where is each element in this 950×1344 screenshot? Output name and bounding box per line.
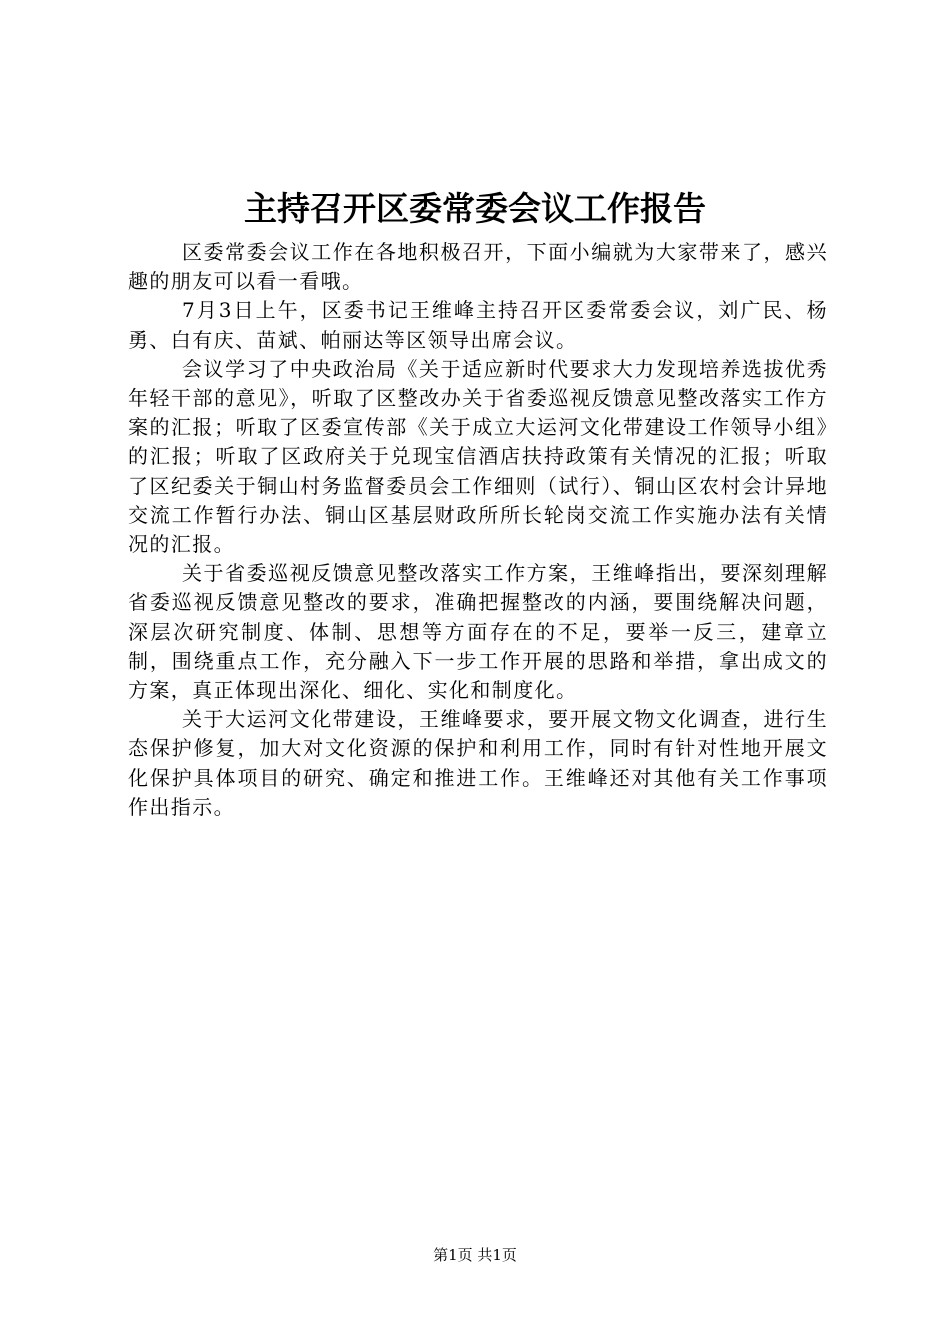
document-body	[128, 238, 828, 822]
document-title: 主持召开区委常委会议工作报告	[244, 189, 706, 228]
paragraph-intro: 区委常委会议工作在各地积极召开，下面小编就为大家带来了，感兴趣的朋友可以看一看哦。	[128, 240, 828, 294]
page-number-footer: 第1页 共1页	[433, 1246, 517, 1264]
paragraph-meeting-agenda: 会议学习了中央政治局《关于适应新时代要求大力发现培养选拔优秀年轻干部的意见》，听取了区整改办关于省委巡视反馈意见整改落实工作方案的汇报；听取了区委宣传部《关于成立大运河文化带建设工作领导小组》的汇报；听取了区政府关于兑现宝信酒店扶持政策有关情况的汇报；听取了区纪委关于铜山村务监督委员会工作细则（试行）、铜山区农村会计异地交流工作暂行办法、铜山区基层财政所所长轮岗交流工作实施办法有关情况的汇报。	[128, 356, 828, 557]
paragraph-grand-canal: 关于大运河文化带建设，王维峰要求，要开展文物文化调查，进行生态保护修复，加大对文化资源的保护和利用工作，同时有针对性地开展文化保护具体项目的研究、确定和推进工作。王维峰还对其他有关工作事项作出指示。	[128, 707, 828, 819]
paragraph-meeting-info: 7月3日上午，区委书记王维峰主持召开区委常委会议，刘广民、杨勇、白有庆、苗斌、帕丽达等区领导出席会议。	[128, 298, 828, 352]
paragraph-rectification: 关于省委巡视反馈意见整改落实工作方案，王维峰指出，要深刻理解省委巡视反馈意见整改的要求，准确把握整改的内涵，要围绕解决问题，深层次研究制度、体制、思想等方面存在的不足，要举一反三，建章立制，围绕重点工作，充分融入下一步工作开展的思路和举措，拿出成文的方案，真正体现出深化、细化、实化和制度化。	[128, 561, 828, 703]
